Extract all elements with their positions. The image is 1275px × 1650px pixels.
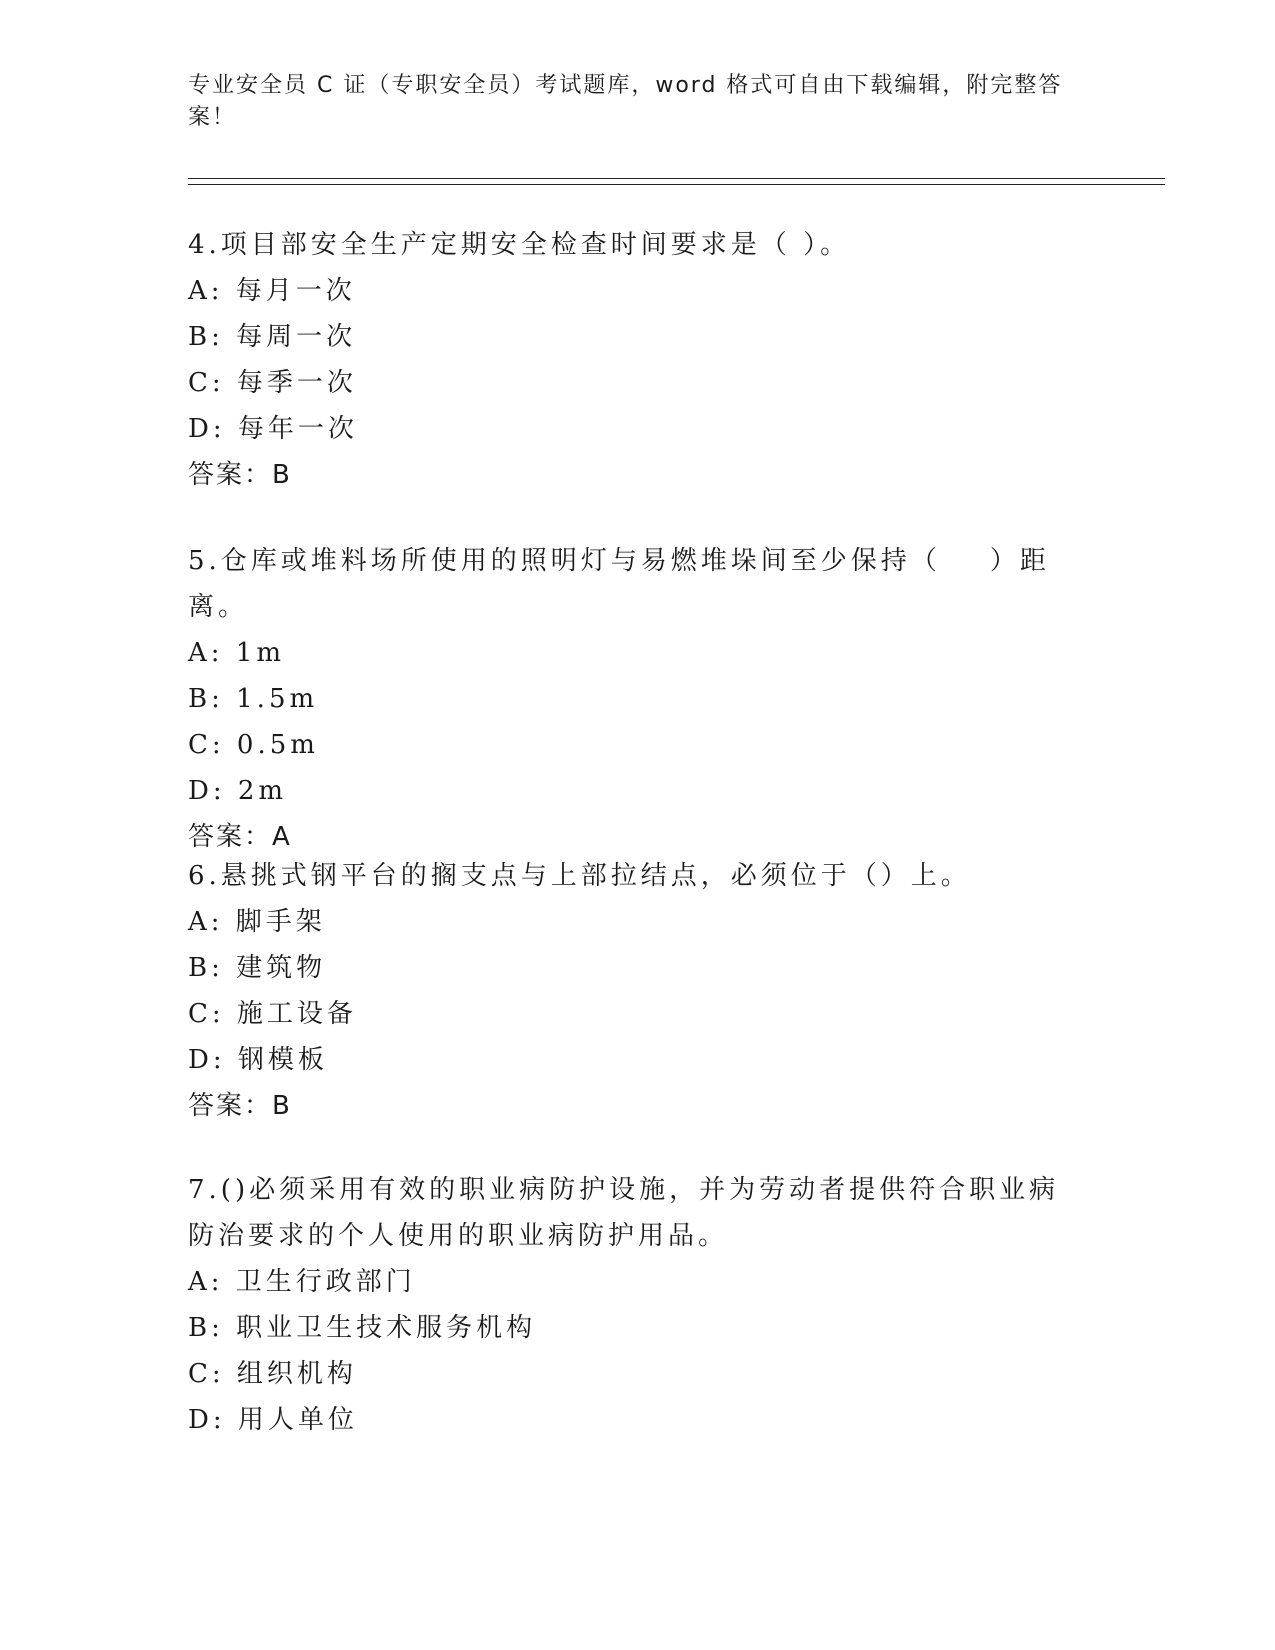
option-b: B: 每周一次 <box>188 322 357 352</box>
header-divider-top <box>188 178 1165 179</box>
option-b: B: 1.5m <box>188 684 319 714</box>
option-d: D: 钢模板 <box>188 1045 328 1075</box>
question-7 <box>188 1167 1068 1443</box>
option-a: A: 1m <box>188 638 285 668</box>
option-b: B: 职业卫生技术服务机构 <box>188 1313 537 1343</box>
option-b: B: 建筑物 <box>188 953 327 983</box>
option-a: A: 脚手架 <box>188 907 326 937</box>
option-a: A: 卫生行政部门 <box>188 1267 416 1297</box>
question-stem: 6.悬挑式钢平台的搁支点与上部拉结点，必须位于（）上。 <box>188 861 971 891</box>
option-c: C: 0.5m <box>188 730 319 760</box>
answer: 答案：A <box>188 822 292 852</box>
option-c: C: 组织机构 <box>188 1359 357 1389</box>
option-d: D: 2m <box>188 776 288 806</box>
answer: 答案：B <box>188 460 292 490</box>
question-stem: 4.项目部安全生产定期安全检查时间要求是（ ）。 <box>188 230 851 260</box>
option-c: C: 每季一次 <box>188 368 357 398</box>
option-d: D: 用人单位 <box>188 1405 358 1435</box>
document-header: 专业安全员 C 证（专职安全员）考试题库，word 格式可自由下载编辑，附完整答案！ <box>188 73 1063 130</box>
option-c: C: 施工设备 <box>188 999 357 1029</box>
header-divider-bottom <box>188 184 1165 185</box>
answer: 答案：B <box>188 1091 292 1121</box>
question-5 <box>188 538 1088 860</box>
question-stem: 7.()必须采用有效的职业病防护设施，并为劳动者提供符合职业病防治要求的个人使用的职业病防护用品。 <box>188 1175 1060 1251</box>
question-6 <box>188 853 1088 1129</box>
question-4 <box>188 222 1088 498</box>
question-stem: 5.仓库或堆料场所使用的照明灯与易燃堆垛间至少保持（ ）距离。 <box>188 546 1050 622</box>
option-a: A: 每月一次 <box>188 276 356 306</box>
option-d: D: 每年一次 <box>188 414 358 444</box>
